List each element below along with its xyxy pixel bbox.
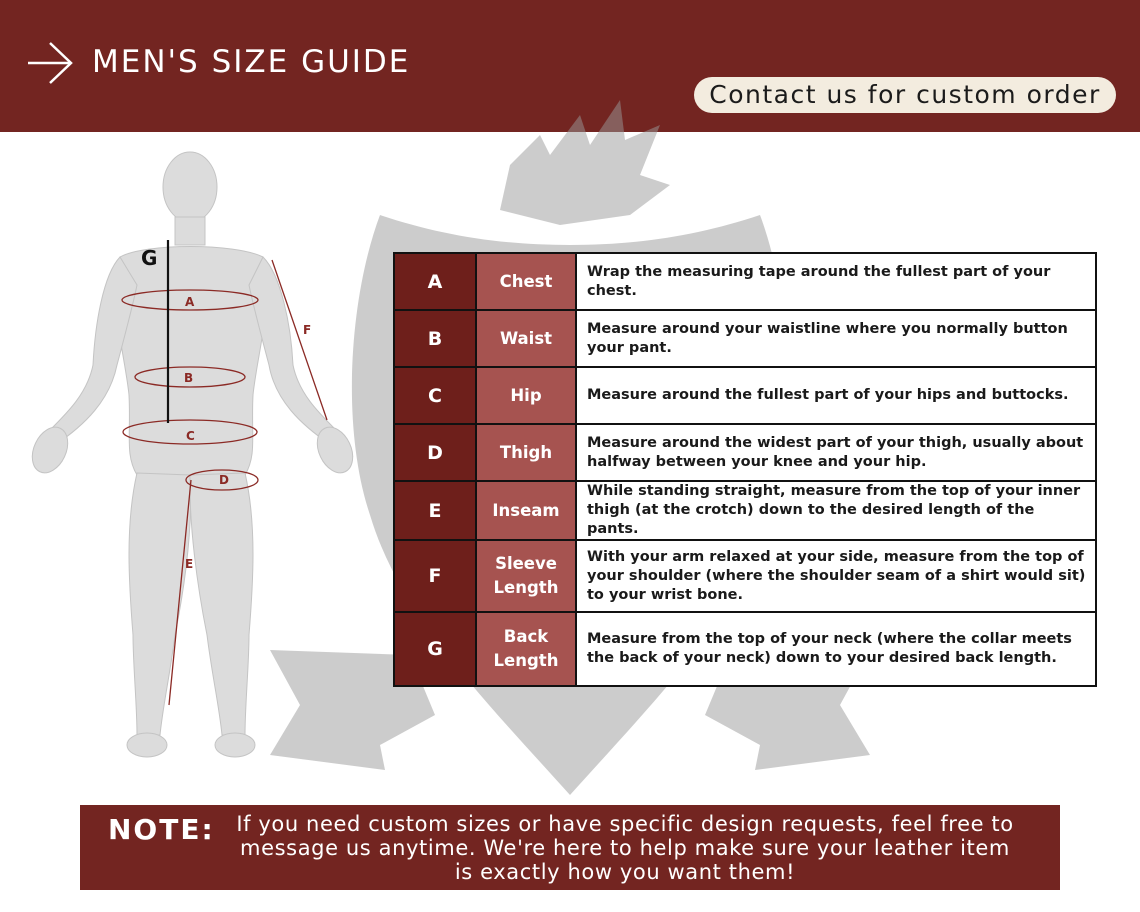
figure-label-c: C [186, 429, 195, 443]
measurement-description: With your arm relaxed at your side, measure from the top of your shoulder (where the shoulder seam of a shirt would sit) to your wrist bone. [576, 540, 1096, 612]
contact-custom-order-button[interactable]: Contact us for custom order [694, 77, 1116, 113]
table-row [394, 540, 1096, 612]
note-label: NOTE: [108, 813, 215, 846]
arrow-right-icon [26, 40, 74, 86]
measurement-name: Hip [476, 367, 576, 424]
table-row [394, 310, 1096, 367]
measurement-description: Measure from the top of your neck (where the collar meets the back of your neck) down to your desired back length. [576, 612, 1096, 686]
measurement-name: Chest [476, 253, 576, 310]
note-banner [80, 805, 1060, 890]
figure-label-d: D [219, 473, 229, 487]
measurement-name: Inseam [476, 481, 576, 540]
measurement-letter: D [394, 424, 476, 481]
measurement-letter: E [394, 481, 476, 540]
table-row [394, 253, 1096, 310]
measurement-name: Back Length [476, 612, 576, 686]
measurement-description: While standing straight, measure from the top of your inner thigh (at the crotch) down to the desired length of the pants. [576, 481, 1096, 540]
measurement-name: Sleeve Length [476, 540, 576, 612]
figure-label-g: G [141, 246, 158, 270]
measurement-description: Wrap the measuring tape around the fullest part of your chest. [576, 253, 1096, 310]
body-measurement-figure [25, 145, 360, 770]
table-row [394, 612, 1096, 686]
figure-label-f: F [303, 323, 312, 337]
page-title: MEN'S SIZE GUIDE [92, 44, 411, 80]
table-row [394, 424, 1096, 481]
figure-label-b: B [184, 371, 194, 385]
measurement-description: Measure around the widest part of your thigh, usually about halfway between your knee and your hip. [576, 424, 1096, 481]
note-text: If you need custom sizes or have specific design requests, feel free to message us anytime. We're here to help make sure your leather item is exactly how you want them! [236, 812, 1014, 884]
figure-head [163, 152, 217, 222]
table-row [394, 367, 1096, 424]
measurement-letter: B [394, 310, 476, 367]
measurement-description: Measure around the fullest part of your hips and buttocks. [576, 367, 1096, 424]
figure-label-e: E [185, 557, 194, 571]
measurement-description: Measure around your waistline where you normally button your pant. [576, 310, 1096, 367]
measurement-table [393, 252, 1097, 687]
measurement-letter: C [394, 367, 476, 424]
measurement-letter: F [394, 540, 476, 612]
measurement-name: Waist [476, 310, 576, 367]
figure-label-a: A [185, 295, 195, 309]
measurement-letter: A [394, 253, 476, 310]
measurement-letter: G [394, 612, 476, 686]
table-row [394, 481, 1096, 540]
measurement-name: Thigh [476, 424, 576, 481]
